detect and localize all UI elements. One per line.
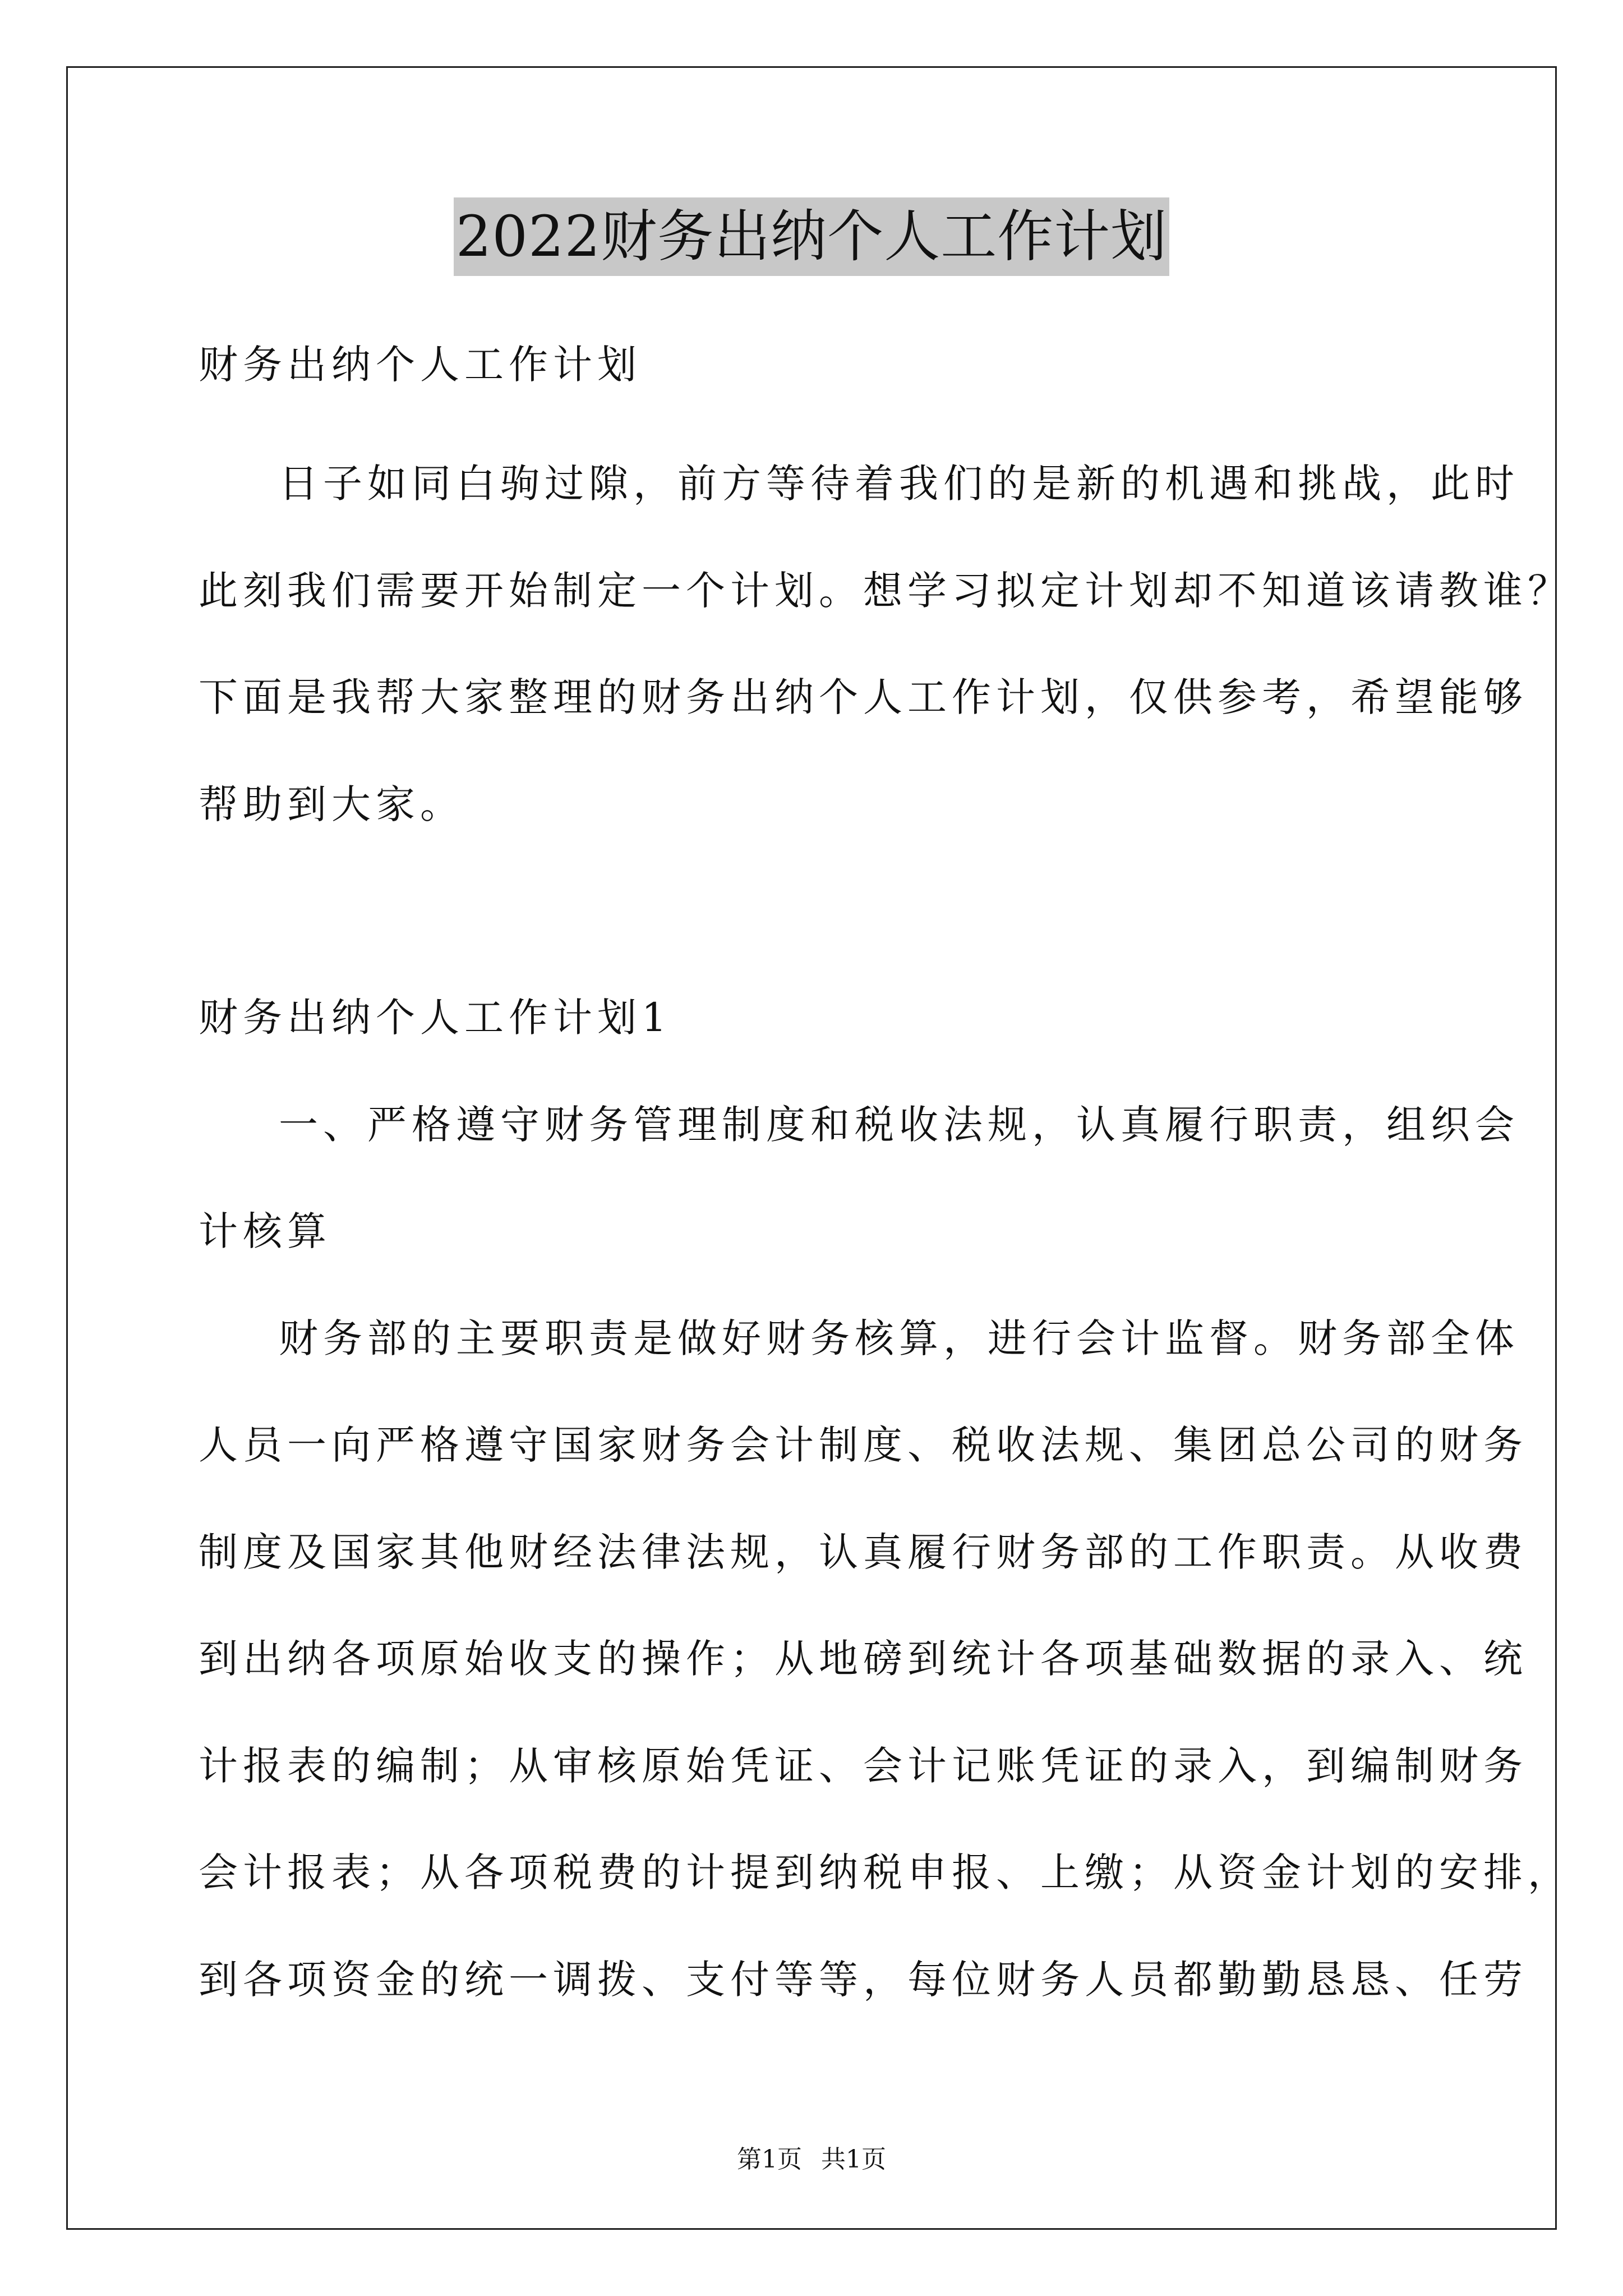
body-line: 会计报表；从各项税费的计提到纳税申报、上缴；从资金计划的安排， [199, 1849, 1572, 1895]
body-line: 下面是我帮大家整理的财务出纳个人工作计划，仅供参考，希望能够 [199, 674, 1528, 720]
body-line: 制度及国家其他财经法律法规，认真履行财务部的工作职责。从收费 [199, 1529, 1528, 1575]
body-line: 一、严格遵守财务管理制度和税收法规，认真履行职责，组织会 [279, 1102, 1519, 1148]
title-container [0, 197, 1623, 276]
body-line: 帮助到大家。 [199, 781, 464, 827]
body-line: 计核算 [199, 1208, 331, 1254]
body-line: 此刻我们需要开始制定一个计划。想学习拟定计划却不知道该请教谁？ [199, 568, 1572, 614]
body-line: 日子如同白驹过隙，前方等待着我们的是新的机遇和挑战，此时 [279, 461, 1519, 507]
body-line: 财务部的主要职责是做好财务核算，进行会计监督。财务部全体 [279, 1315, 1519, 1361]
page-number-current: 第1页 [737, 2145, 802, 2174]
body-line: 到各项资金的统一调拨、支付等等，每位财务人员都勤勤恳恳、任劳 [199, 1957, 1528, 2003]
body-line: 人员一向严格遵守国家财务会计制度、税收法规、集团总公司的财务 [199, 1422, 1528, 1468]
document-title: 2022财务出纳个人工作计划 [454, 197, 1170, 276]
body-line: 到出纳各项原始收支的操作；从地磅到统计各项基础数据的录入、统 [199, 1636, 1528, 1682]
section-heading: 财务出纳个人工作计划1 [199, 995, 672, 1041]
page-footer [0, 2143, 1623, 2177]
subtitle-line: 财务出纳个人工作计划 [199, 342, 642, 388]
body-line: 计报表的编制；从审核原始凭证、会计记账凭证的录入，到编制财务 [199, 1743, 1528, 1789]
page-number-total: 共1页 [821, 2145, 886, 2174]
